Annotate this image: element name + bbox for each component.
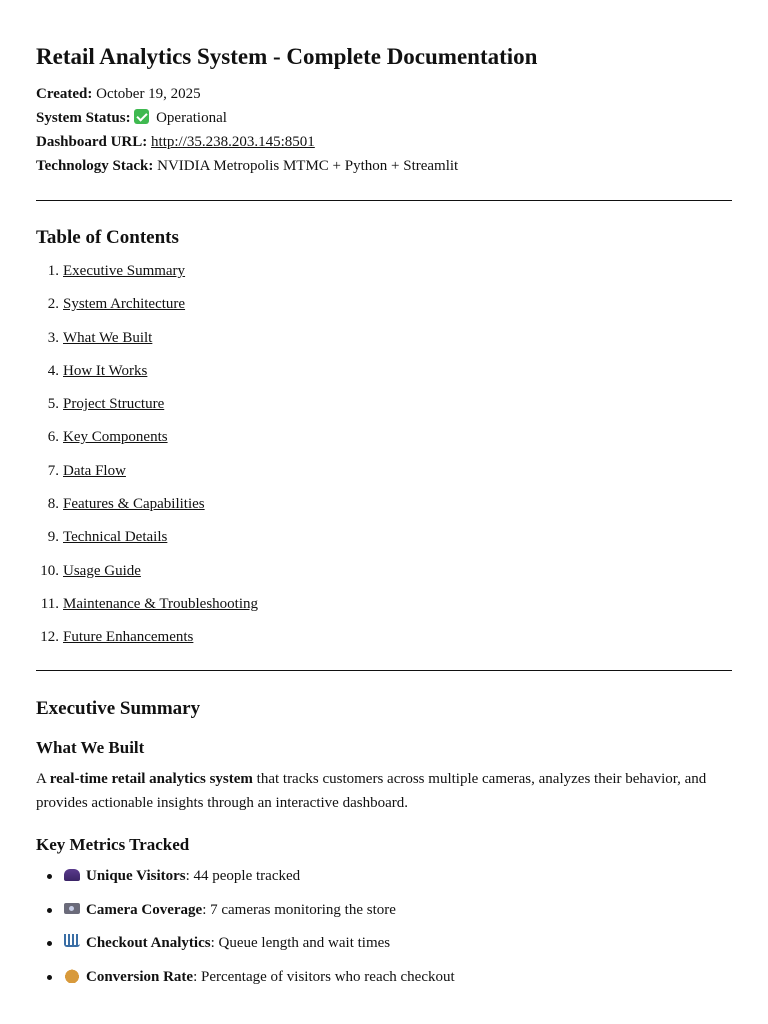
toc-item: 3. What We Built <box>47 329 153 346</box>
list-item: Checkout Analytics: Queue length and wait times <box>64 931 455 965</box>
metadata-block <box>36 82 732 178</box>
status-line <box>36 106 732 130</box>
toc-link-data-flow[interactable]: Data Flow <box>63 462 126 479</box>
divider <box>36 670 732 671</box>
divider <box>36 200 732 201</box>
toc-item: 2. System Architecture <box>47 296 186 313</box>
toc-link-what-we-built[interactable]: What We Built <box>63 329 153 346</box>
executive-summary-heading: Executive Summary <box>36 698 201 719</box>
toc-link-usage-guide[interactable]: Usage Guide <box>63 562 141 579</box>
list-item: Conversion Rate: Percentage of visitors who reach checkout <box>64 965 455 999</box>
table-of-contents <box>36 259 258 659</box>
toc-item: 11. Maintenance & Troubleshooting <box>40 595 258 612</box>
toc-item: 12. Future Enhancements <box>40 629 194 646</box>
toc-item: 5. Project Structure <box>47 396 165 413</box>
toc-link-features-capabilities[interactable]: Features & Capabilities <box>63 496 205 513</box>
list-item: Unique Visitors: 44 people tracked <box>64 864 455 898</box>
dashboard-line <box>36 130 732 154</box>
toc-item: 8. Features & Capabilities <box>47 496 205 513</box>
created-line <box>36 82 732 106</box>
summary-paragraph: A real-time retail analytics system that tracks customers across multiple cameras, analyzes their behavior, and provides actionable insights through an interactive dashboard. <box>36 771 707 811</box>
check-mark-icon <box>134 109 149 124</box>
toc-item: 9. Technical Details <box>47 529 168 546</box>
toc-link-how-it-works[interactable]: How It Works <box>63 362 148 379</box>
shopping-cart-icon <box>64 934 80 947</box>
toc-link-future-enhancements[interactable]: Future Enhancements <box>63 629 194 646</box>
dashboard-url-link[interactable]: http://35.238.203.145:8501 <box>151 134 315 150</box>
people-icon <box>64 869 80 881</box>
dashboard-label: Dashboard URL: <box>36 134 148 150</box>
toc-link-project-structure[interactable]: Project Structure <box>63 396 165 413</box>
toc-link-technical-details[interactable]: Technical Details <box>63 529 168 546</box>
summary-emphasis: real-time retail analytics system <box>49 771 253 787</box>
money-bag-icon <box>64 967 80 983</box>
toc-item: 7. Data Flow <box>47 462 126 479</box>
stack-label: Technology Stack: <box>36 158 154 174</box>
stack-line <box>36 154 732 178</box>
toc-item: 4. How It Works <box>47 362 148 379</box>
created-value: October 19, 2025 <box>96 86 201 102</box>
what-we-built-heading: What We Built <box>36 738 145 757</box>
list-item: Camera Coverage: 7 cameras monitoring the store <box>64 898 455 932</box>
toc-link-maintenance-troubleshooting[interactable]: Maintenance & Troubleshooting <box>63 595 258 612</box>
toc-item: 1. Executive Summary <box>47 263 186 279</box>
toc-link-executive-summary[interactable]: Executive Summary <box>63 263 186 279</box>
toc-heading: Table of Contents <box>36 227 179 248</box>
camera-icon <box>64 903 80 914</box>
stack-value: NVIDIA Metropolis MTMC + Python + Streamlit <box>157 158 459 174</box>
status-label: System Status: <box>36 110 131 126</box>
toc-link-system-architecture[interactable]: System Architecture <box>63 296 186 313</box>
page-title: Retail Analytics System - Complete Documentation <box>36 44 538 69</box>
key-metrics-list <box>36 864 455 998</box>
created-label: Created: <box>36 86 93 102</box>
toc-item: 10. Usage Guide <box>40 562 141 579</box>
toc-link-key-components[interactable]: Key Components <box>63 429 168 446</box>
key-metrics-heading: Key Metrics Tracked <box>36 835 190 854</box>
status-value: Operational <box>156 110 227 126</box>
toc-item: 6. Key Components <box>47 429 168 446</box>
